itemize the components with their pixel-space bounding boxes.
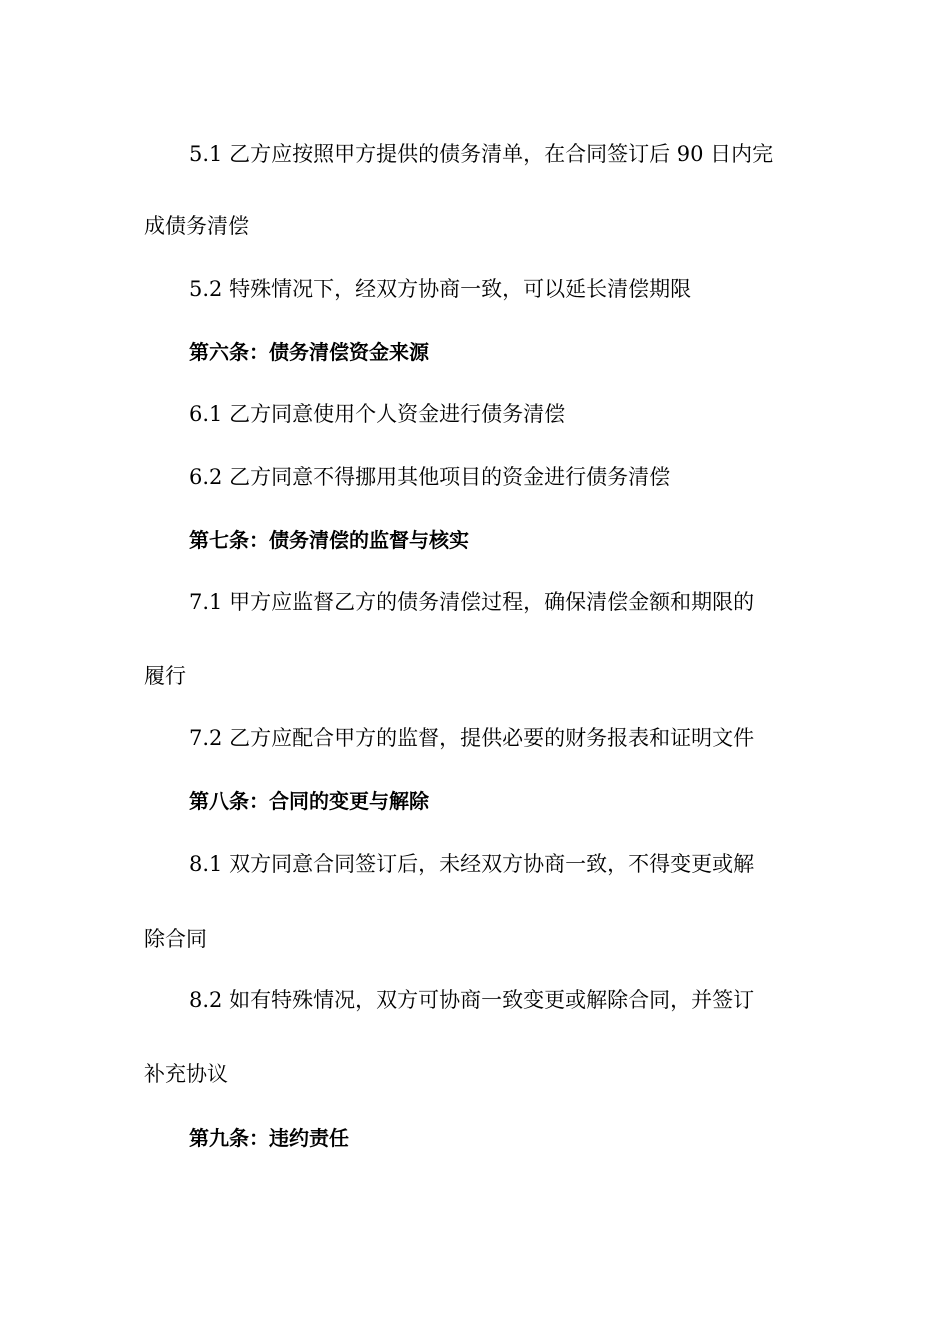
article-8-heading: 第八条：合同的变更与解除 xyxy=(189,789,429,813)
clause-6-1: 6.1 乙方同意使用个人资金进行债务清偿 xyxy=(189,402,566,426)
article-7-heading: 第七条：债务清偿的监督与核实 xyxy=(189,528,469,552)
clause-8-1-line-2: 除合同 xyxy=(144,927,207,951)
clause-5-1-line-1: 5.1 乙方应按照甲方提供的债务清单，在合同签订后 90 日内完 xyxy=(189,142,774,166)
clause-5-2: 5.2 特殊情况下，经双方协商一致，可以延长清偿期限 xyxy=(189,277,692,301)
clause-5-1-line-2: 成债务清偿 xyxy=(144,214,249,238)
clause-6-2: 6.2 乙方同意不得挪用其他项目的资金进行债务清偿 xyxy=(189,465,671,489)
clause-7-1-line-2: 履行 xyxy=(144,664,186,688)
clause-8-1-line-1: 8.1 双方同意合同签订后，未经双方协商一致，不得变更或解 xyxy=(189,852,755,876)
clause-7-1-line-1: 7.1 甲方应监督乙方的债务清偿过程，确保清偿金额和期限的 xyxy=(189,590,755,614)
article-6-heading: 第六条：债务清偿资金来源 xyxy=(189,340,429,364)
clause-8-2-line-2: 补充协议 xyxy=(144,1062,228,1086)
clause-7-2: 7.2 乙方应配合甲方的监督，提供必要的财务报表和证明文件 xyxy=(189,726,755,750)
clause-8-2-line-1: 8.2 如有特殊情况，双方可协商一致变更或解除合同，并签订 xyxy=(189,988,755,1012)
article-9-heading: 第九条：违约责任 xyxy=(189,1126,349,1150)
